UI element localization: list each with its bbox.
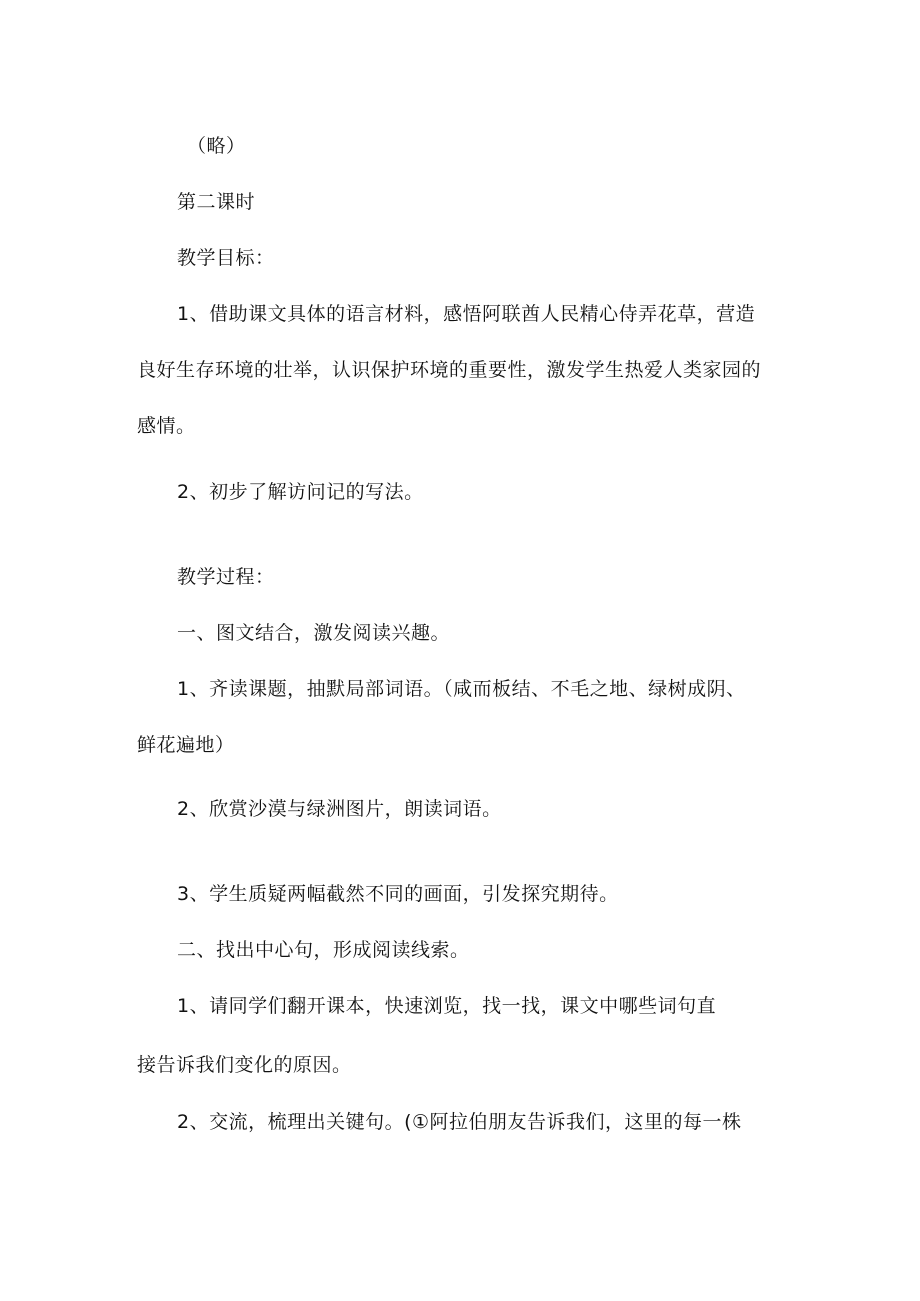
text-line: 感情。 — [137, 415, 196, 437]
text-line: 1、借助课文具体的语言材料，感悟阿联酋人民精心侍弄花草，营造 — [177, 303, 756, 325]
section-heading: 教学目标： — [177, 247, 275, 269]
section-heading: 一、图文结合，激发阅读兴趣。 — [177, 622, 451, 644]
text-line: 良好生存环境的壮举，认识保护环境的重要性，激发学生热爱人类家园的 — [137, 359, 762, 381]
section-heading: 教学过程： — [177, 566, 275, 588]
text-line: 鲜花遍地） — [137, 734, 235, 756]
text-line: 接告诉我们变化的原因。 — [137, 1054, 352, 1076]
text-line: 1、请同学们翻开课本，快速浏览，找一找，课文中哪些词句直 — [177, 995, 717, 1017]
text-line: （略） — [187, 135, 246, 157]
text-line: 2、初步了解访问记的写法。 — [177, 481, 424, 503]
text-line: 3、学生质疑两幅截然不同的画面，引发探究期待。 — [177, 883, 619, 905]
text-line: 1、齐读课题，抽默局部词语。（咸而板结、不毛之地、绿树成阴、 — [177, 678, 746, 700]
section-heading: 第二课时 — [177, 191, 256, 213]
text-line: 2、欣赏沙漠与绿洲图片，朗读词语。 — [177, 798, 502, 820]
section-heading: 二、找出中心句，形成阅读线索。 — [177, 939, 470, 961]
text-line: 2、交流，梳理出关键句。(①阿拉伯朋友告诉我们，这里的每一株 — [177, 1111, 742, 1133]
